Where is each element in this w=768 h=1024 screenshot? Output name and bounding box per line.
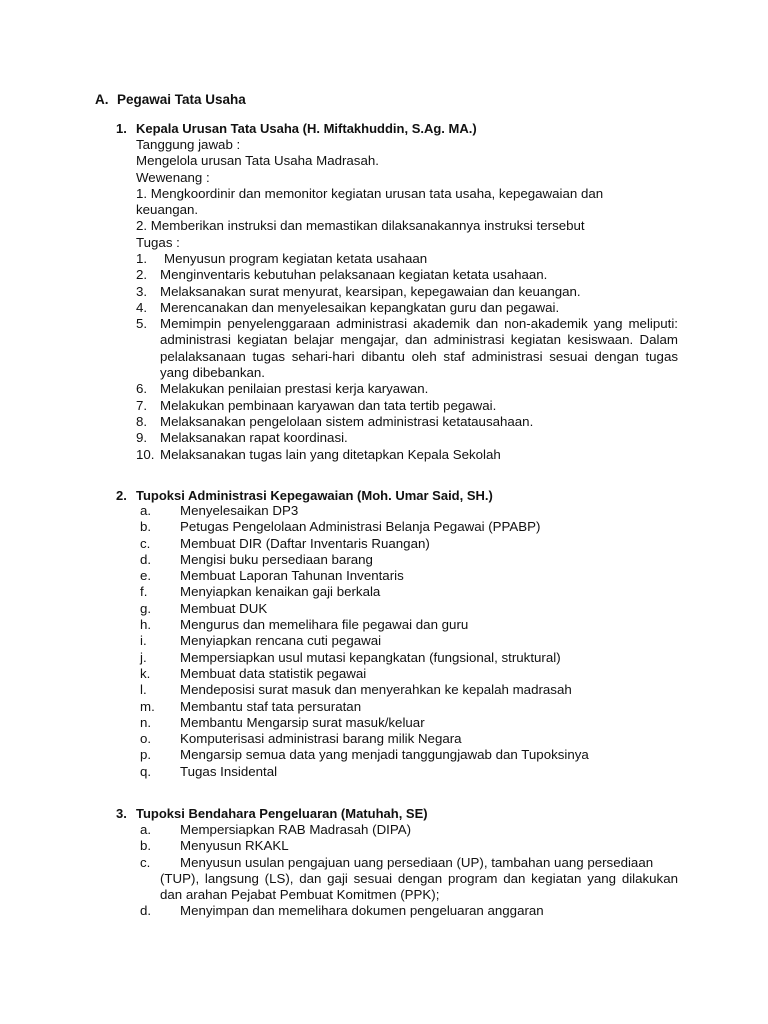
item-text: Membantu staf tata persuratan [180,698,362,714]
item-letter: b. [140,838,152,854]
tugas-item [136,430,678,446]
tugas-item-text: Melakukan penilaian prestasi kerja karyawan. [160,381,429,397]
subsection-3-heading [116,806,428,821]
tugas-item-text: Melaksanakan surat menyurat, kearsipan, kepegawaian dan keuangan. [160,283,581,299]
kepegawaian-item [140,617,678,633]
tugas-item-number: 1. [136,251,148,266]
subsection-2-number: 2. [116,488,127,503]
item-letter: j. [140,649,147,665]
tugas-item [136,381,678,397]
item-text: Petugas Pengelolaan Administrasi Belanja Pegawai (PPABP) [180,519,541,535]
wewenang-item-1-line-1: 1. Mengkoordinir dan memonitor kegiatan urusan tata usaha, kepegawaian dan [136,185,604,201]
item-letter: d. [140,903,152,919]
kepegawaian-item [140,764,678,780]
item-text: Mengarsip semua data yang menjadi tanggungjawab dan Tupoksinya [180,747,589,763]
subsection-3-title: Tupoksi Bendahara Pengeluaran (Matuhah, SE) [136,806,428,821]
kepegawaian-item [140,519,678,535]
item-text: Membuat DUK [180,600,268,616]
tugas-item-number: 8. [136,413,148,429]
tugas-item [136,300,678,316]
tugas-item-text: Melaksanakan pengelolaan sistem administrasi ketatausahaan. [160,413,534,429]
wewenang-item-1-line-2: keuangan. [136,202,199,218]
tugas-item-number: 5. [136,316,148,332]
item-text: Menyusun usulan pengajuan uang persediaan (UP), tambahan uang persediaan [180,854,654,870]
item-text: Menyiapkan kenaikan gaji berkala [180,584,381,600]
tugas-item-number: 10. [136,446,155,462]
kepegawaian-item [140,503,678,519]
item-letter: n. [140,714,152,730]
item-text-continued: (TUP), langsung (LS), dan gaji sesuai dengan program dan kegiatan yang dilakukan dan arahan Pejabat Pembuat Komitmen (PPK); [160,870,678,903]
item-text: Membuat data statistik pegawai [180,665,367,681]
item-text: Mempersiapkan usul mutasi kepangkatan (fungsional, struktural) [180,649,561,665]
item-text: Membantu Mengarsip surat masuk/keluar [180,714,425,730]
item-text: Menyimpan dan memelihara dokumen pengeluaran anggaran [180,903,544,919]
section-a-label: A. [95,92,109,107]
tugas-item-text: Menyusun program kegiatan ketata usahaan [164,251,428,266]
subsection-3-number: 3. [116,806,127,821]
item-letter: c. [140,535,151,551]
kepegawaian-item [140,666,678,682]
item-text: Membuat DIR (Daftar Inventaris Ruangan) [180,535,430,551]
subsection-2-heading [116,488,493,503]
kepegawaian-item [140,552,678,568]
item-letter: l. [140,682,147,698]
kepegawaian-item [140,584,678,600]
bendahara-item [140,903,678,919]
tugas-item-number: 9. [136,430,148,446]
bendahara-item [140,822,678,838]
kepegawaian-item [140,568,678,584]
bendahara-item [140,838,678,854]
subsection-1-number: 1. [116,121,127,136]
tugas-item [136,284,678,300]
item-letter: a. [140,822,152,837]
tugas-item [136,251,678,267]
tanggung-jawab-label: Tanggung jawab : [136,137,241,152]
subsection-1-body [136,137,678,251]
item-text: Mengisi buku persediaan barang [180,551,373,567]
item-letter: m. [140,698,155,714]
bendahara-item [140,855,678,904]
kepegawaian-list [140,503,678,780]
item-text: Membuat Laporan Tahunan Inventaris [180,568,404,584]
tugas-item-text: Merencanakan dan menyelesaikan kepangkatan guru dan pegawai. [160,299,560,315]
bendahara-list [140,822,678,920]
subsection-2-title: Tupoksi Administrasi Kepegawaian (Moh. Umar Said, SH.) [136,488,493,503]
section-a-heading [95,92,246,107]
item-letter: g. [140,600,152,616]
item-letter: k. [140,665,151,681]
kepegawaian-item [140,747,678,763]
tugas-item-number: 3. [136,283,148,299]
item-letter: q. [140,763,152,779]
section-a-title: Pegawai Tata Usaha [117,92,246,107]
tugas-label: Tugas : [136,234,180,250]
item-letter: f. [140,584,148,600]
kepegawaian-item [140,731,678,747]
kepegawaian-item [140,715,678,731]
item-letter: e. [140,568,152,584]
item-letter: c. [140,854,151,870]
subsection-1-heading [116,121,477,136]
item-letter: b. [140,519,152,535]
item-text: Mendeposisi surat masuk dan menyerahkan ke kepalah madrasah [180,682,572,698]
item-letter: p. [140,747,152,763]
wewenang-item-2: 2. Memberikan instruksi dan memastikan dilaksanakannya instruksi tersebut [136,218,585,234]
tugas-item-number: 2. [136,267,148,283]
kepegawaian-item [140,682,678,698]
tugas-item [136,316,678,381]
item-letter: o. [140,731,152,747]
item-text: Menyelesaikan DP3 [180,503,299,518]
tugas-item-text: Memimpin penyelenggaraan administrasi akademik dan non-akademik yang meliputi: administrasi kegiatan belajar mengajar, dan administrasi kegiatan kesiswaan. Dalam pelalaksanaan tugas sehari-hari dibantu oleh staf administrasi sesuai dengan tugas yang dibebankan. [160,316,678,381]
tugas-item-text: Melaksanakan rapat koordinasi. [160,430,348,446]
kepegawaian-item [140,699,678,715]
kepegawaian-item [140,650,678,666]
tugas-item-text: Melaksanakan tugas lain yang ditetapkan Kepala Sekolah [160,446,501,462]
tanggung-jawab-text: Mengelola urusan Tata Usaha Madrasah. [136,153,379,169]
item-letter: h. [140,617,152,633]
item-letter: d. [140,551,152,567]
wewenang-label: Wewenang : [136,169,210,185]
tugas-item [136,414,678,430]
tugas-item-number: 6. [136,381,148,397]
tugas-item-number: 7. [136,397,148,413]
kepegawaian-item [140,536,678,552]
tugas-item-text: Menginventaris kebutuhan pelaksanaan kegiatan ketata usahaan. [160,267,548,283]
item-text: Menyiapkan rencana cuti pegawai [180,633,382,649]
kepegawaian-item [140,601,678,617]
tugas-item [136,398,678,414]
item-text: Mempersiapkan RAB Madrasah (DIPA) [180,822,412,837]
item-text: Menyusun RKAKL [180,838,289,854]
tugas-item [136,267,678,283]
tugas-list [136,251,678,463]
tugas-item-text: Melakukan pembinaan karyawan dan tata tertib pegawai. [160,397,497,413]
item-text: Mengurus dan memelihara file pegawai dan guru [180,617,469,633]
item-text: Tugas Insidental [180,763,278,779]
item-text: Komputerisasi administrasi barang milik Negara [180,731,462,747]
kepegawaian-item [140,633,678,649]
subsection-1-title: Kepala Urusan Tata Usaha (H. Miftakhuddin, S.Ag. MA.) [136,121,477,136]
item-first-line [140,855,678,871]
item-letter: i. [140,633,147,649]
tugas-item-number: 4. [136,299,148,315]
tugas-item [136,447,678,463]
item-letter: a. [140,503,152,518]
